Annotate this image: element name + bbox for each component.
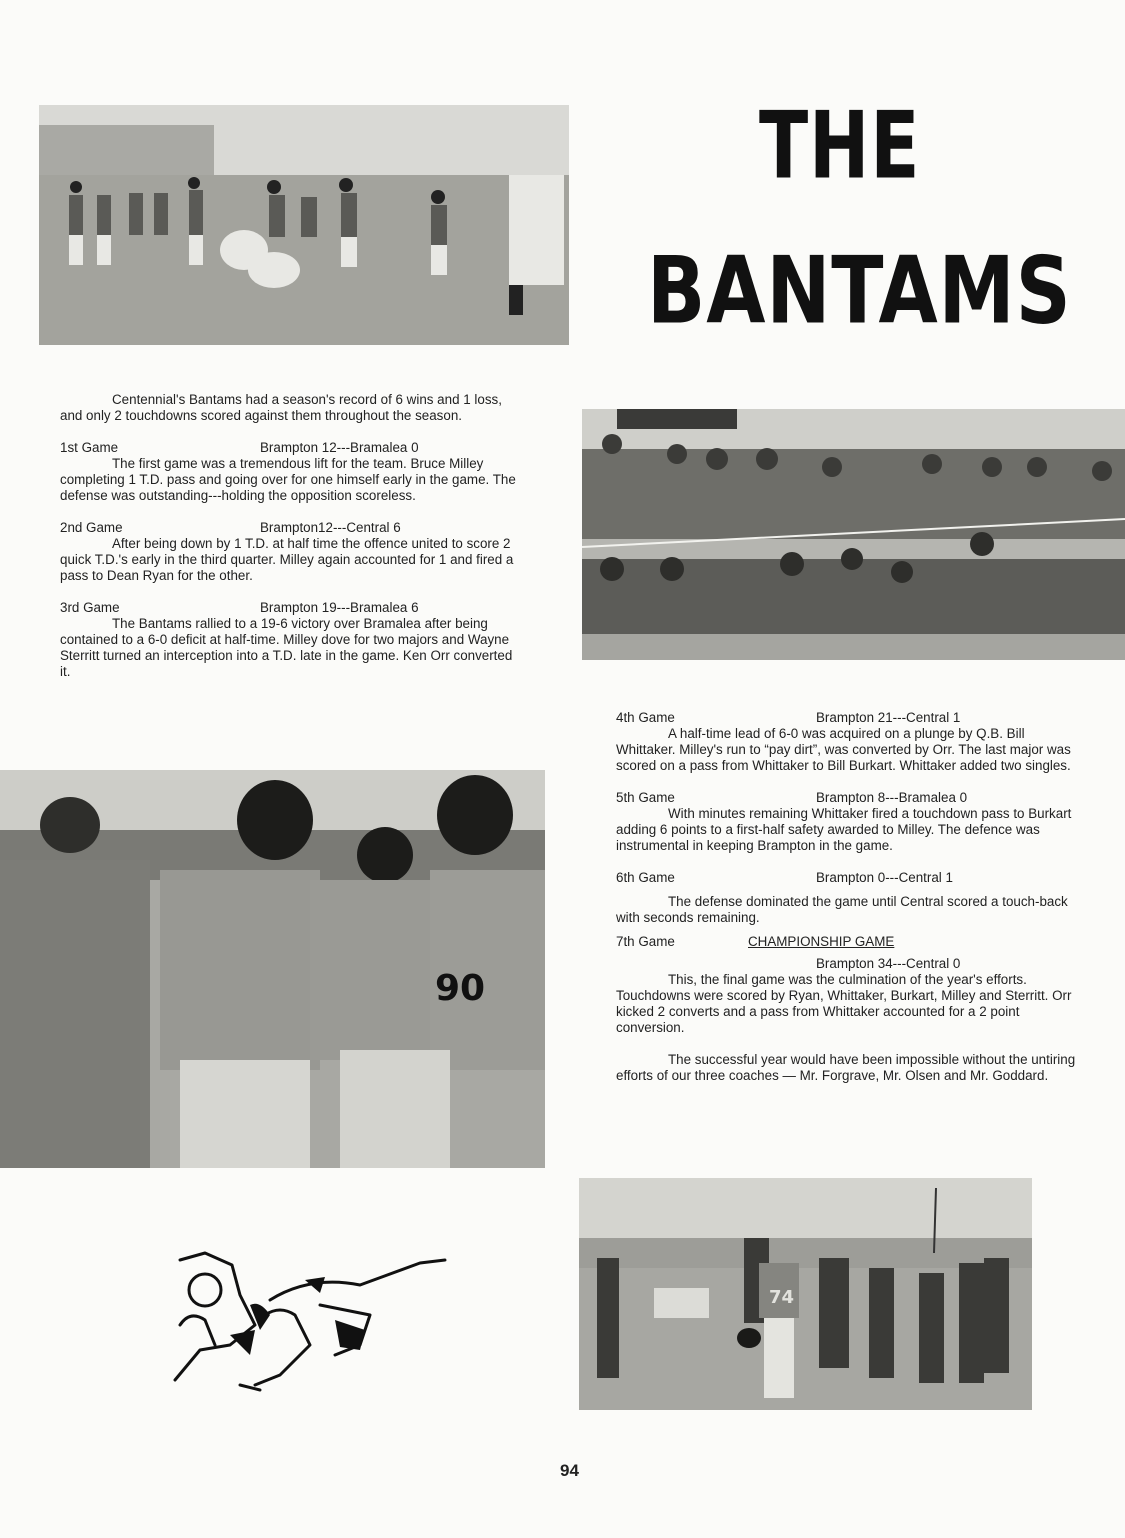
game-label: 4th Game [616, 710, 675, 725]
spectators-crowd-photo [582, 409, 1125, 660]
svg-text:90: 90 [435, 968, 486, 1009]
closing-paragraph: The successful year would have been impossible without the untiring efforts of our three coaches — Mr. Forgrave, Mr. Olsen and Mr. Goddard. [616, 1052, 1076, 1083]
game-score: Brampton 8---Bramalea 0 [816, 790, 968, 805]
game-label: 2nd Game [60, 520, 123, 535]
championship-heading: CHAMPIONSHIP GAME [748, 934, 895, 949]
game-score: Brampton 12---Bramalea 0 [260, 440, 419, 455]
game-5-text: With minutes remaining Whittaker fired a touchdown pass to Burkart adding 6 points to a first-half safety awarded to Milley. The defence was instrumental in keeping Brampton in the game. [616, 806, 1072, 853]
sideline-players-photo [579, 1178, 1032, 1410]
game-7-header [616, 934, 1076, 950]
game-2-header [60, 520, 522, 536]
game-3-header [60, 600, 522, 616]
game-label: 5th Game [616, 790, 675, 805]
game-2-text: After being down by 1 T.D. at half time the offence united to score 2 quick T.D.'s early in the third quarter. Milley again accounted for 1 and fired a pass to Dean Ryan for the other. [60, 536, 514, 583]
page-title-line-2: BANTAMS [647, 236, 1072, 345]
left-column-text [60, 392, 522, 680]
crowd-image [582, 409, 1125, 660]
team-huddle-photo [0, 770, 545, 1168]
huddle-image [0, 770, 545, 1168]
game-score: Brampton 19---Bramalea 6 [260, 600, 419, 615]
field-practice-photo [39, 105, 569, 345]
game-4-text: A half-time lead of 6-0 was acquired on a plunge by Q.B. Bill Whittaker. Milley's run to “pay dirt”, was converted by Orr. The last major was scored on a pass from Whittaker to Bill Burkart. Whittaker added two singles. [616, 726, 1071, 773]
game-label: 6th Game [616, 870, 675, 885]
game-1-header [60, 440, 522, 456]
svg-text:74: 74 [769, 1287, 795, 1308]
game-4-header [616, 710, 1076, 726]
field-practice-image [39, 105, 569, 345]
page-number: 94 [560, 1461, 579, 1480]
game-label: 1st Game [60, 440, 119, 455]
game-score: Brampton 0---Central 1 [816, 870, 953, 885]
football-tackle-cartoon [160, 1235, 455, 1400]
tackle-drawing-icon [160, 1235, 455, 1400]
sideline-image [579, 1178, 1032, 1410]
game-score: Brampton 21---Central 1 [816, 710, 961, 725]
game-7-text: This, the final game was the culmination of the year's efforts. Touchdowns were scored by Ryan, Whittaker, Burkart, Milley and Sterritt. Orr kicked 2 converts and a pass from Whittaker accounted for a 2 point conversion. [616, 972, 1072, 1035]
game-label: 3rd Game [60, 600, 120, 615]
game-score: Brampton 34---Central 0 [816, 956, 961, 971]
game-6-text: The defense dominated the game until Central scored a touch-back with seconds remaining. [616, 894, 1068, 925]
game-6-header [616, 870, 1076, 886]
intro-paragraph: Centennial's Bantams had a season's record of 6 wins and 1 loss, and only 2 touchdowns scored against them throughout the season. [60, 392, 502, 423]
page-title-line-1: THE [759, 91, 921, 200]
game-3-text: The Bantams rallied to a 19-6 victory over Bramalea after being contained to a 6-0 deficit at half-time. Milley dove for two majors and Wayne Sterritt turned an interception into a T.D. late in the game. Ken Orr converted it. [60, 616, 513, 679]
game-score: Brampton12---Central 6 [260, 520, 401, 535]
right-column-text [616, 710, 1076, 1084]
game-label: 7th Game [616, 934, 675, 949]
game-5-header [616, 790, 1076, 806]
game-1-text: The first game was a tremendous lift for the team. Bruce Milley completing 1 T.D. pass and going over for one himself early in the game. The defense was outstanding---holding the opposition scoreless. [60, 456, 516, 503]
